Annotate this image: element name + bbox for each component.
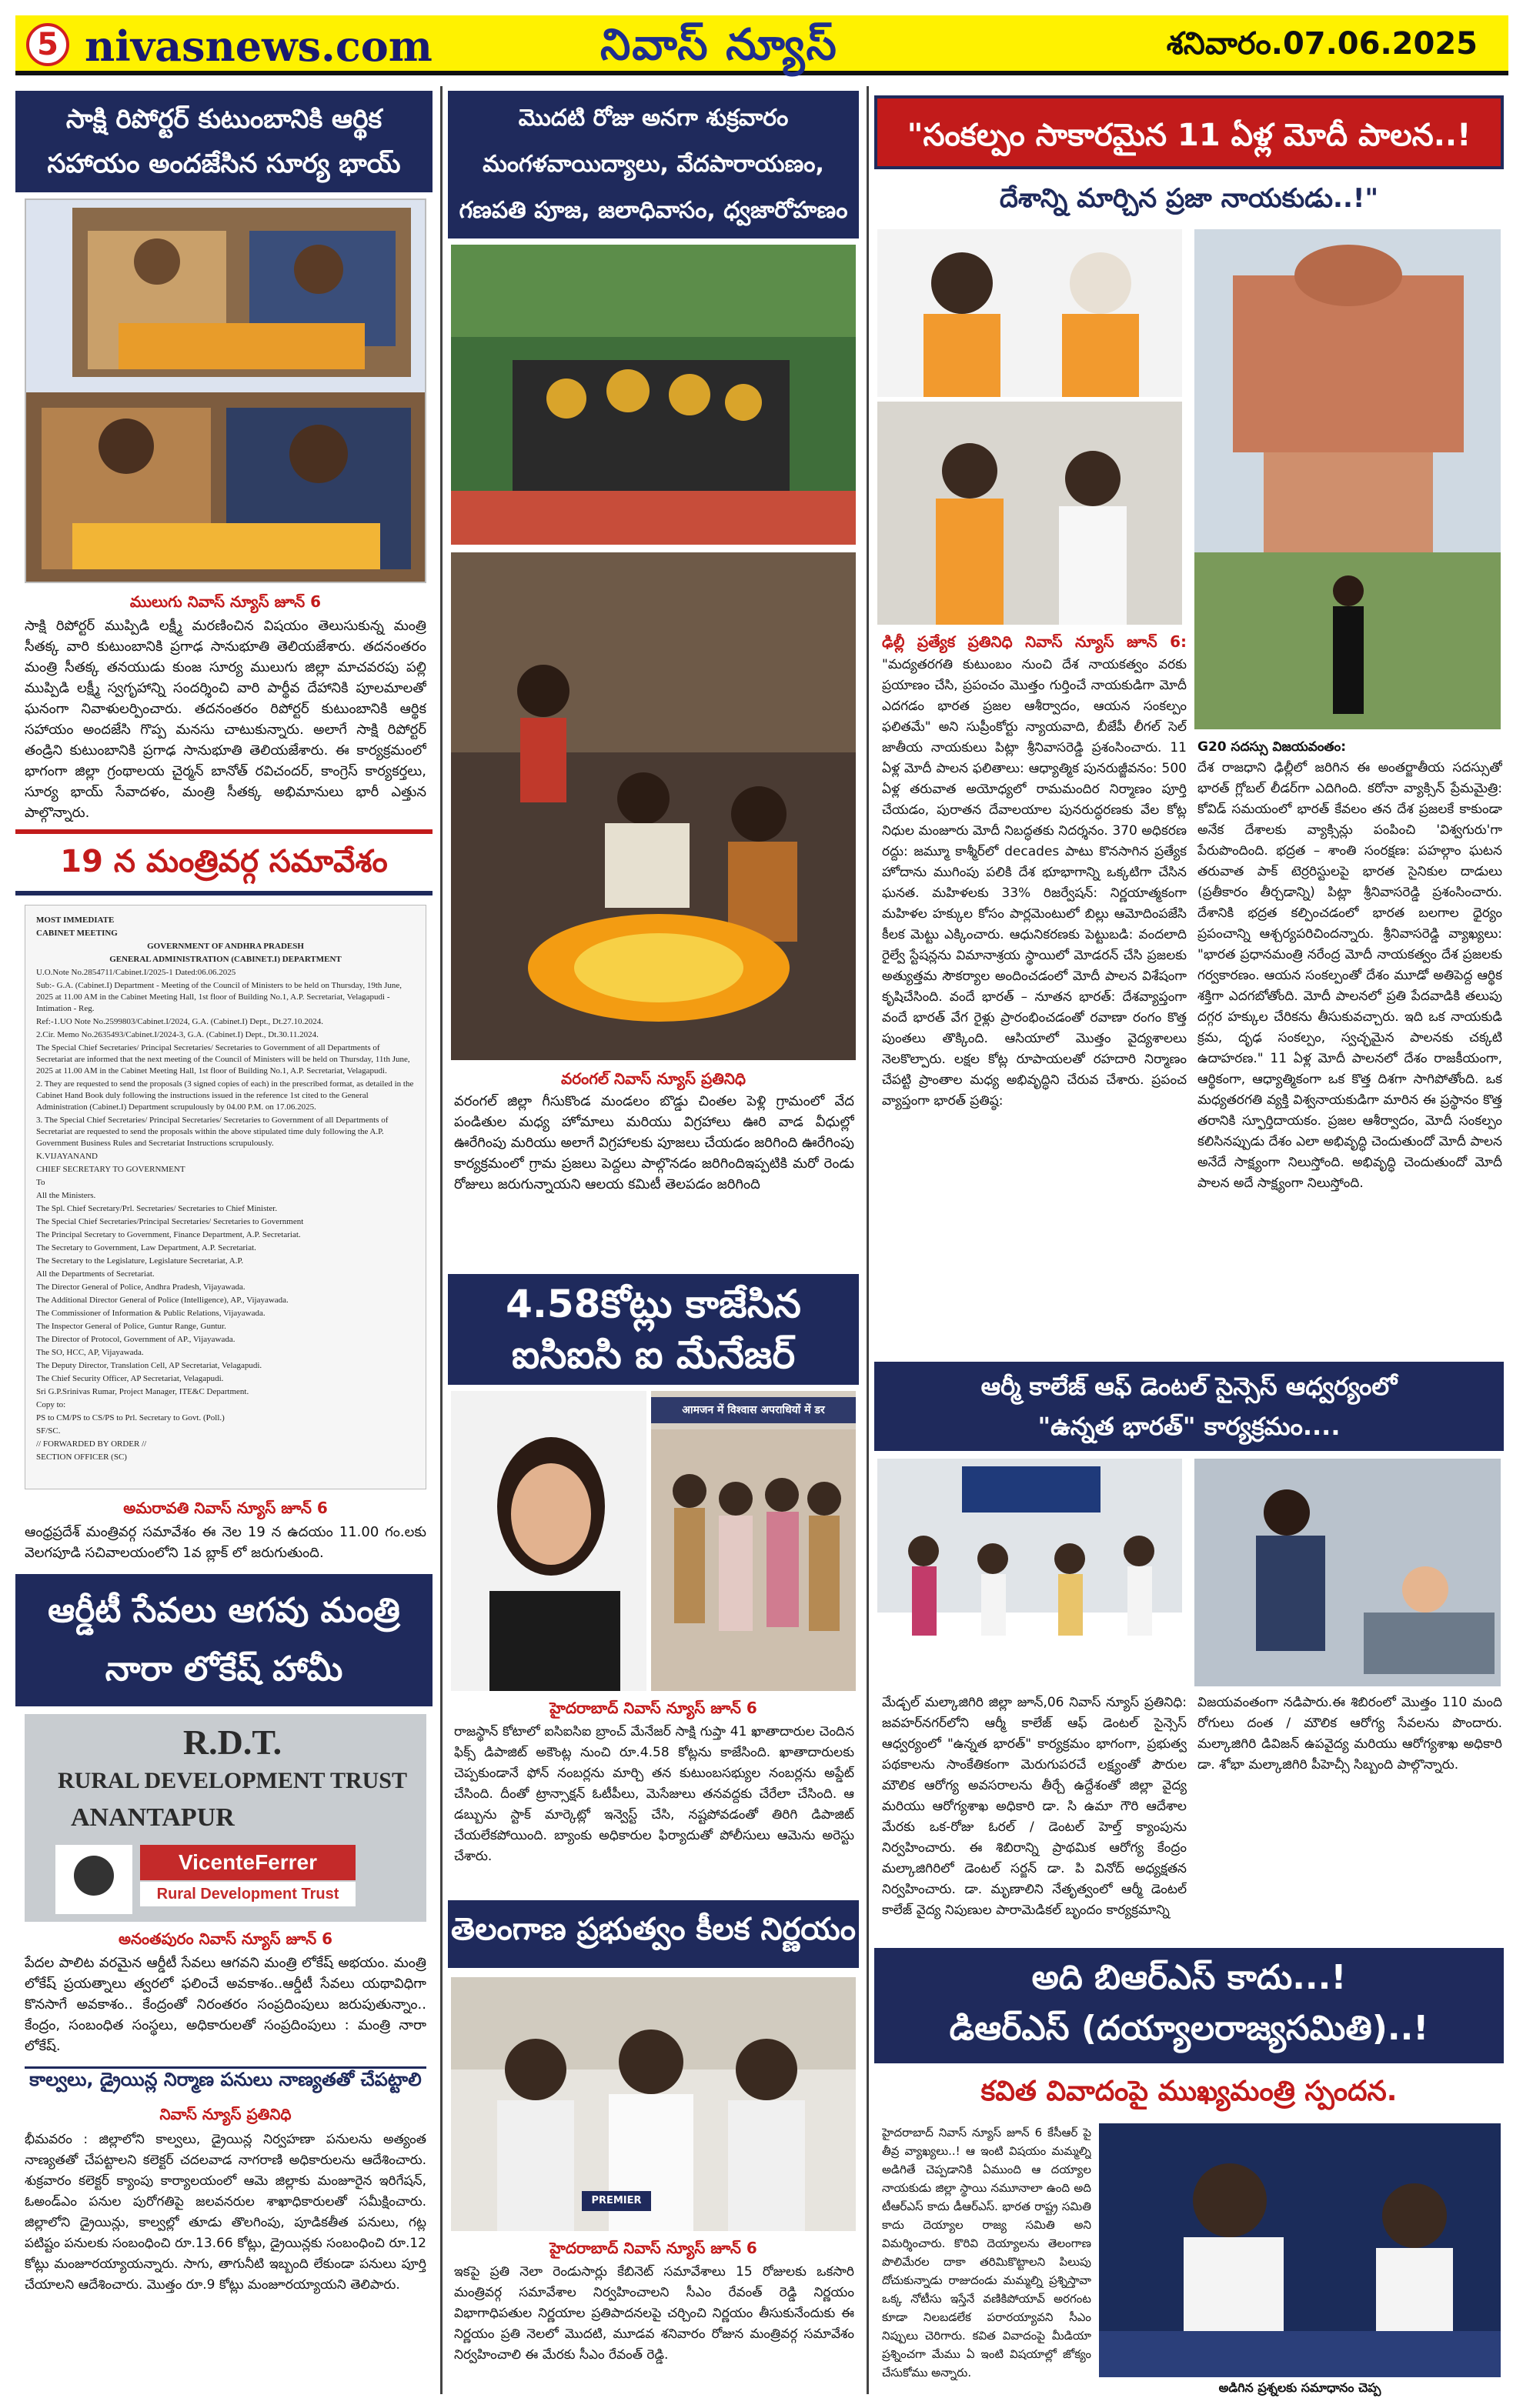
circular-line: CABINET MEETING [36,929,118,938]
circular-line: CHIEF SECRETARY TO GOVERNMENT [36,1165,185,1174]
headline-telangana-decision: తెలంగాణ ప్రభుత్వం కీలక నిర్ణయం [448,1900,859,1968]
photo-police-station [651,1391,856,1691]
article-text: "మద్యతరగతి కుటుంబం నుంచి దేశ నాయకత్వం వరకు ప్రయాణం చేసి, ప్రపంచం మొత్తం గుర్తించే నాయకుడిగా మోదీ ఎదగడం భారత ప్రజల ఆశీర్వాదం, ఆయన సంకల్పం ఫలితమే" అని సుప్రీంకోర్టు న్యాయవాది, బీజేపీ లీగల్ సెల్ జాతీయ నాయకులు పిట్లా శ్రీనివాసరెడ్డి ప్రశంసించారు. 11 ఏళ్ల మోదీ పాలన ఫలితాలు: ఆధ్యాత్మిక పునరుజ్జీవనం: 500 ఏళ్ల తరువాత అయోధ్యలో రామమందిర నిర్మాణం పూర్తి చేయడం, పురాతన దేవాలయాల పునరుద్ధరణకు వేల కోట్ల నిధుల మంజూరు మోదీ నిబద్ధతకు నిదర్శనం. 370 అధికరణ రద్దు: జమ్మూ కాశ్మీర్‌లో decades పాటు కొనసాగిన ప్రత్యేక హోదాను ముగింపు పలికి దేశ భూభాగాన్ని ఒక్కటిగా చేసిన ఘనత. మహిళలకు 33% రిజర్వేషన్: నిర్ణయాత్మకంగా మహిళల హక్కుల కోసం పార్లమెంటులో బిల్లు ఆమోదింపజేసి కీలక మెట్టు ఎక్కించారు. ఆధునికరణకు పెట్టుబడి: వందలాది రైల్వే స్టేషన్లను విమానాశ్రయ స్థాయిలో మోడరన్ చేసి ప్రజలకు అత్యుత్తమ సౌకర్యాల అందించడంలో మోదీ పాలన విశేషంగా కృషిచేసింది. వందే భారత్ – నూతన భారత్: దేశవ్యాప్తంగా వందే భారత్ వేగ రైళ్లు ప్రారంభించడంతో రవాణా రంగం కొత్త పుంతలు తొక్కింది. ఆసియాలో మొత్తం వైద్యశాలలు నెలకొల్పారు. లక్షల కోట్ల రూపాయలతో రహదారి నిర్మాణం చేపట్టి ప్రాంతాల మధ్య అభివృద్ధిని చేరువ చేశారు. ప్రపంచ వ్యాప్తంగా భారత్ ప్రతిష్ఠ: [882,657,1187,1109]
headline-line: డిఆర్ఎస్ (దయ్యాలరాజ్యసమితి)..! [949,2009,1429,2048]
circular-line: To [36,1178,45,1187]
article-body: ఇకపై ప్రతి నెలా రెండుసార్లు కేబినెట్ సమావేశాలు 15 రోజులకు ఒకసారి మంత్రివర్గ సమావేశాల నిర్వహించాలని సీఎం రేవంత్ రెడ్డి నిర్ణయం విభాగాధిపతుల నిర్ణయాల ప్రతిపాదనలపై చర్చించి నిర్ణయం తీసుకునేందుకు ఈ నిర్ణయం ప్రతి నెలలో మొదటి, మూడవ శనివారం రోజున మంత్రివర్గ సమావేశం నిర్వహించాలి ఈ మేరకు సీఎం రేవంత్ రెడ్డి. [454,2264,854,2363]
article-body: పేదల పాలిట వరమైన ఆర్డీటీ సేవలు ఆగవని మంత్రి లోకేష్ అభయం. మంత్రి లోకేష్ ప్రయత్నాలు త్వరలో ఫలించే అవకాశం..ఆర్డీటీ సేవలు యథావిధిగా కొనసాగే అవకాశం.. కేంద్రంతో నిరంతరం సంప్రదింపులు జరుపుతున్నాం.. కేంద్రం, సంబంధిత సంస్థలు, అధికారులతో సంప్రదింపులు : మంత్రి నారా లోకేష్. [25,1955,426,2054]
handshake-image [877,402,1182,625]
article-body-left [882,632,1187,1394]
headline-sakshi-reporter: సాక్షి రిపోర్టర్ కుటుంబానికి ఆర్థిక సహాయం అందజేసిన సూర్య భాయ్ [15,91,433,192]
headline-line: "ఉన్నత భారత్" కార్యక్రమం.... [1037,1412,1341,1441]
photo-handshake [877,402,1182,625]
circular-line: K.VIJAYANAND [36,1152,98,1161]
circular-line: The Principal Secretary to Government, Finance Department, A.P. Secretariat. [36,1230,301,1239]
g20-subhead: G20 సదస్సు విజయవంతం: [1197,739,1347,755]
circular-line: Ref:-1.UO Note No.2599803/Cabinet.I/2024, G.A. (Cabinet.I) Dept., Dt.27.10.2024. [36,1017,324,1026]
circular-line: The Director of Protocol, Government of AP., Vijayawada. [36,1335,235,1344]
article-body-right [1197,737,1502,1396]
kishan-modi-image [877,229,1182,397]
column-divider [440,86,443,2394]
photo-accused-portrait [451,1391,646,1691]
circular-line: The Special Chief Secretaries/ Principal Secretaries/ Secretaries to Government of all Departments of Secretariat are informed that the next meeting of the Council of Ministers will be held on Thursday, 11th June, 2025 at 11.00 AM in the Cabinet Meeting Hall, 1st floor of Building No.1, A.P. Secretariat, Velagapudi. [36,1043,410,1076]
photo-supreme-court [1194,229,1501,729]
headline-canals: కాల్వలు, డ్రైయిన్ల నిర్మాణ పనులు నాణ్యతతో చేపట్టాలి [25,2066,426,2100]
headline-army-dental [874,1362,1504,1451]
circular-line: The Deputy Director, Translation Cell, AP Secretariat, Velagapudi. [36,1361,262,1370]
headline-modi-11-years: "సంకల్పం సాకారమైన 11 ఏళ్ల మోదీ పాలన..! [874,95,1504,169]
photo-kishan-modi [877,229,1182,397]
photo-family-aid-image [26,200,426,583]
accused-portrait-image [451,1391,646,1691]
dateline: హైదరాబాద్ నివాస్ న్యూస్ జూన్ 6 [549,2239,757,2257]
column-divider [867,86,869,2394]
article-body: హైదరాబాద్ నివాస్ న్యూస్ జూన్ 6 కేసీఆర్ పై తీవ్ర వ్యాఖ్యలు..! ఆ ఇంటి విషయం మమ్మల్ని అడిగితే చెప్పడానికి ఏముంది ఆ దయ్యాల నాయకుడు జిల్లా స్థాయి నమూనాలా ఉంది అది టీఆర్ఎస్ కాదు డీఆర్ఎస్. భారత రాష్ట్ర సమితి కాదు దెయ్యాల రాజ్య సమితి అని విమర్శించారు. కొరివి దెయ్యాలను తెలంగాణ పొలిమేరల దాకా తరిమికొట్టాలని పిలుపు దోచుకున్నాడు రాజుదండు మమ్మల్ని ప్రశ్నిస్తావా ఒక్క నోటీసు ఇస్తేనే వణికిపోయావ్ అరగంట కూడా నిలబడలేక పరారయ్యావని సీఎం నిప్పులు చెరిగారు. కవిత వివాదంపై మీడియా ప్రశ్నించగా మేము ఏ ఇంటి విషయాల్లో జోక్యం చేసుకోము అన్నారు. [882,2126,1091,2380]
headline-line: ఆర్మీ కాలేజ్ ఆఫ్ డెంటల్ సైన్సెస్ ఆధ్వర్యంలో [980,1372,1398,1401]
headline-icici-manager: 4.58కోట్లు కాజేసిన ఐసిఐసి ఐ మేనేజర్ [448,1274,859,1385]
premier-plate: PREMIER [582,2191,651,2211]
circular-line: Copy to: [36,1400,66,1409]
brand-title: నివాస్ న్యూస్ [600,20,838,70]
article-body: సాక్షి రిపోర్టర్ ముప్పిడి లక్ష్మీ మరణించిన విషయం తెలుసుకున్న మంత్రి సీతక్క వారి కుటుంబానికి ప్రగాఢ సానుభూతి తెలియజేశారు. తదనంతరం మంత్రి సీతక్క తనయుడు కుంజ సూర్య ములుగు జిల్లా మాచవరపు పల్లి ముప్పిడి లక్ష్మీ స్వగృహాన్ని సందర్శించి వారి పార్థీవ దేహానికి పూలమాలతో ఘనంగా నివాళులర్పించారు. తదనంతరం రిపోర్టర్ కుటుంబానికి ఆర్థిక సహాయం అందజేసి గొప్ప మనసు చాటుకున్నారు. అలాగే సాక్షి రిపోర్టర్ తండ్రిని కుటుంబానికి ప్రగాఢ సానుభూతి తెలియజేశారు. ఈ కార్యక్రమంలో భాగంగా జిల్లా గ్రంథాలయ చైర్మన్ బానోత్ రవిచందర్, కాంగ్రెస్ కార్యకర్తలు, సూర్య భాయ్ సేవాదళం, మంత్రి సీతక్క అభిమానులు భారీ ఎత్తున పాల్గొన్నారు. [25,618,426,821]
photo-cm-speech [1099,2123,1501,2377]
subhead-kavitha: కవిత వివాదంపై ముఖ్యమంత్రి స్పందన. [980,2076,1398,2107]
dateline: అనంతపురం నివాస్ న్యూస్ జూన్ 6 [118,1929,333,1948]
article-body-right: విజయవంతంగా నడిపారు.ఈ శిబిరంలో మొత్తం 110 మంది రోగులు దంత / మౌలిక ఆరోగ్య సేవలను పొందారు. మల్కాజిగిరి డివిజన్ ఉపవైద్య మరియు ఆరోగ్యశాఖ అధికారి డా. శోభా మల్కాజిగిరి పీహెచ్సీ సిబ్బంది పాల్గొన్నారు. [1197,1695,1502,1773]
circular-line: SECTION OFFICER (SC) [36,1452,127,1462]
headline-line: మంగళవాయిద్యాలు, వేదపారాయణం, [483,151,824,178]
photo-rdt-building [25,1714,426,1922]
dateline: నివాస్ న్యూస్ ప్రతినిధి [159,2105,292,2123]
article-body: భీమవరం : జిల్లాలోని కాల్వలు, డ్రైయిన్ల నిర్వహణా పనులను అత్యంత నాణ్యతతో చేపట్టాలని కలెక్టర్ చదలవాడ నాగరాణి అధికారులను ఆదేశించారు. శుక్రవారం కలెక్టర్ క్యాంపు కార్యాలయంలో ఆమె జిల్లాకు మంజూరైన ఇరిగేషన్, ఓఅండ్ఎం పనుల పురోగతిపై జలవనరుల శాఖాధికారులతో సమీక్షించారు. జిల్లాలోని డ్రైయిన్లు, కాల్వల్లో తూడు తొలగింపు, పూడికతీత పనులు, గట్ల పటిష్టం పనులకు సంబంధించి రూ.13.66 కోట్లు, డ్రైయిన్లకు సంబంధించి రూ.12 కోట్లు మంజూరయ్యాయన్నారు. సాగు, తాగునీటి ఇబ్బంది లేకుండా పనులు పూర్తి చేయాలని ఆదేశించారు. మొత్తం రూ.9 కోట్లు మంజూరయ్యాయని తెలిపారు. [25,2132,426,2293]
circular-line: 3. The Special Chief Secretaries/ Principal Secretaries/ Secretaries to Government of all Departments of Secretariat are requested to send the proposals within the above stipulated time duly following the A.P. Government Business Rules and Secretariat Instructions scrupulously. [36,1116,389,1148]
cm-speech-image [1099,2123,1501,2377]
sign-line: RURAL DEVELOPMENT TRUST [58,1768,407,1793]
circular-line: 2.Cir. Memo No.2635493/Cabinet.I/2024-3, G.A. (Cabinet.I) Dept., Dt.30.11.2024. [36,1030,319,1039]
dateline: ఢిల్లీ ప్రత్యేక ప్రతినిధి నివాస్ న్యూస్ జూన్ 6: [882,632,1187,651]
circular-line: Sri G.P.Srinivas Rumar, Project Manager, ITE&C Department. [36,1387,249,1396]
circular-line: U.O.Note No.2854711/Cabinet.I/2025-1 Dated:06.06.2025 [36,968,236,977]
site-name[interactable]: nivasnews.com [85,22,433,71]
circular-line: The Secretary to the Legislature, Legislature Secretariat, A.P. [36,1256,244,1266]
dateline: అమరావతి నివాస్ న్యూస్ జూన్ 6 [123,1499,328,1517]
sign-line: ANANTAPUR [71,1803,235,1832]
circular-line: The Spl. Chief Secretary/Prl. Secretaries/ Secretaries to Chief Minister. [36,1204,278,1213]
circular-line: The Inspector General of Police, Guntur Range, Guntur. [36,1322,226,1331]
dental-camp-image [877,1459,1182,1686]
rdt-logo-icon [55,1845,132,1914]
photo-dental-camp [877,1459,1182,1686]
headline-line: గణపతి పూజ, జలాధివాసం, ధ్వజారోహణం [459,197,848,224]
headline-brs-drs [874,1948,1504,2063]
telangana-leaders-image [451,1977,856,2231]
circular-line: GOVERNMENT OF ANDHRA PRADESH [147,942,304,951]
photo-caption: అడిగిన ప్రశ్నలకు సమాధానం చెప్ప [1218,2380,1381,2395]
photo-family-aid [25,198,426,583]
page-number: 5 [26,23,69,66]
circular-line: All the Ministers. [36,1191,96,1200]
circular-line: MOST IMMEDIATE [36,916,115,925]
circular-line: The SO, HCC, AP, Vijayawada. [36,1348,144,1357]
headline-cabinet-meeting: 19 న మంత్రివర్గ సమావేశం [15,829,433,895]
gov-circular-document [25,905,426,1489]
subhead-modi: దేశాన్ని మార్చిన ప్రజా నాయకుడు..!" [999,183,1379,214]
circular-line: The Secretary to Government, Law Department, A.P. Secretariat. [36,1243,256,1252]
circular-line: The Special Chief Secretaries/Principal Secretaries/ Secretaries to Government [36,1217,304,1226]
headline-rdt: ఆర్డీటీ సేవలు ఆగవు మంత్రి నారా లోకేష్ హామీ [15,1574,433,1706]
police-group-image [651,1429,856,1691]
photo-temple-idols [451,245,856,545]
dateline: హైదరాబాద్ నివాస్ న్యూస్ జూన్ 6 [549,1699,757,1717]
circular-line: All the Departments of Secretariat. [36,1269,155,1279]
sign-line: R.D.T. [182,1723,282,1762]
article-text: దేశ రాజధాని ఢిల్లీలో జరిగిన ఈ అంతర్జాతీయ సదస్సుతో భారత్ గ్లోబల్ లీడర్‌గా ఎదిగింది. కరోనా వ్యాక్సిన్ ప్రేమమైత్రి: కోవిడ్ సమయంలో భారత్ కేవలం తన దేశ ప్రజలకే కాకుండా అనేక దేశాలకు వ్యాక్సిన్లు పంపించి 'విశ్వగురు'గా పేరుపొందింది. భద్రత – శాంతి సంరక్షణ: పహల్గాం ఘటన తరువాత పాక్ టెర్రరిస్టులపై భారత సైనికుల దాడులు (ప్రతీకారం తీర్చడాన్ని) పిట్లా శ్రీనివాసరెడ్డి ప్రశంసించారు. దేశానికి భద్రత కల్పించడంలో భారత బలగాల ధైర్యం ప్రపంచాన్ని ఆశ్చర్యపరిచిందన్నారు. శ్రీనివాసరెడ్డి వ్యాఖ్యలు: "భారత ప్రధానమంత్రి నరేంద్ర మోదీ నాయకత్వం దేశ ప్రజలకు గర్వకారణం. ఆయన సంకల్పంతో దేశం మూడో అతిపెద్ద ఆర్థిక శక్తిగా ఎదగబోతోంది. మోదీ పాలనలో ప్రతి పేదవాడికి తలుపు దగ్గర హక్కుల చేరికను తీసుకువచ్చారు. ఇది ఒక నాయకుడి క్రమ, దృఢ సంకల్పం, స్వచ్ఛమైన పాలనకు చక్కటి ఉదాహరణ." 11 ఏళ్ల మోదీ పాలనలో దేశం రాజకీయంగా, ఆర్థికంగా, ఆధ్యాత్మికంగా ఒక కొత్త దిశగా సాగిపోతోంది. ఒక మధ్యతరగతి వ్యక్తి విశ్వనాయకుడిగా మారిన ఈ ప్రస్థానం కొత్త తరానికి స్ఫూర్తిదాయకం. ప్రజల ఆశీర్వాదం, మోదీ సంకల్పం కలిసినప్పుడు దేశం ఎలా అభివృద్ధి చెందుతుందో మోదీ పాలన అనేదే సాక్ష్యంగా నిలుస్తోంది. అభివృద్ధి చెందుతుందో మోదీ పాలన అదే సాక్ష్యంగా నిలుస్తోంది. [1197,760,1502,1191]
circular-lines [36,915,415,1463]
circular-line: PS to CM/PS to CS/PS to Prl. Secretary to Govt. (Poll.) [36,1413,225,1422]
dental-treatment-image [1194,1459,1501,1686]
headline-line: మొదటి రోజు అనగా శుక్రవారం [518,105,789,132]
circular-line: // FORWARDED BY ORDER // [36,1439,147,1449]
circular-line: The Chief Security Officer, AP Secretariat, Velagapudi. [36,1374,224,1383]
dateline: ములుగు నివాస్ న్యూస్ జూన్ 6 [129,592,322,611]
supreme-court-image [1194,229,1501,729]
dateline: వరంగల్ నివాస్ న్యూస్ ప్రతినిధి [561,1069,746,1088]
temple-idols-image [451,245,856,545]
article-body-left: మేడ్చల్ మల్కాజిగిరి జిల్లా జూన్,06 నివాస్ న్యూస్ ప్రతినిధి: జవహర్‌నగర్‌లోని ఆర్మీ కాలేజ్ ఆఫ్ డెంటల్ సైన్సెస్ ఆధ్వర్యంలో "ఉన్నత భారత్" కార్యక్రమం భాగంగా, ప్రభుత్వ పథకాలను సాంకేతికంగా మెరుగుపరచే లక్ష్యంతో పౌరుల మౌలిక ఆరోగ్య అవసరాలను తీర్చే ఉద్దేశంతో జిల్లా వైద్య మరియు ఆరోగ్యశాఖ అధికారి డా. సి ఉమా గౌరి ఆదేశాల మేరకు ఒక-రోజు ఓరల్ / డెంటల్ హెల్త్ క్యాంపును నిర్వహించారు. ఈ శిబిరాన్ని ప్రాథమిక ఆరోగ్య కేంద్రం మల్కాజిగిరిలో డెంటల్ సర్జన్ డా. పి వినోద్ అధ్యక్షతన నిర్వహించారు. డా. మృణాలిని నేతృత్వంలో ఆర్మీ డెంటల్ కాలేజ్ వైద్య నిపుణుల పారామెడికల్ బృందం కార్యక్రమాన్ని [882,1695,1187,1918]
headline-line: అది బిఆర్ఎస్ కాదు...! [1031,1958,1347,1997]
vicente-ferrer-badge: VicenteFerrer [140,1845,356,1880]
circular-line: Sub:- G.A. (Cabinet.I) Department - Meeting of the Council of Ministers to be held on Thursday, 19th June, 2025 at 11.00 AM in the Cabinet Meeting Hall, 1st floor of Building No.1, A.P. Secretariat, Velagapudi - Intimation - Reg. [36,981,402,1013]
article-body: రాజస్థాన్ కోటాలో ఐసిఐసిఐ బ్రాంచ్ మేనేజర్ సాక్షి గుప్తా 41 ఖాతాదారుల చెందిన ఫిక్స్ డిపాజిట్ అకౌంట్ల నుంచి రూ.4.58 కోట్లను కాజేసింది. ఖాతాదారులకు చెప్పకుండానే ఫోన్ నంబర్లను మార్చి తన కుటుంబసభ్యుల నంబర్లను అప్డేట్ చేసింది. దీంతో ట్రాన్సాక్షన్ ఓటీపీలు, మెసేజులు తనవద్దకు చేరేలా చేసింది. ఆ డబ్బును స్టాక్ మార్కెట్లో ఇన్వెస్ట్ చేసి, నష్టపోవడంతో తిరిగి డిపాజిట్ చేయలేకపోయింది. బ్యాంకు అధికారుల ఫిర్యాదుతో పోలీసులు ఆమెను అరెస్టు చేశారు. [454,1724,854,1864]
circular-line: GENERAL ADMINISTRATION (CABINET.I) DEPARTMENT [109,955,342,964]
circular-line: The Commissioner of Information & Public Relations, Vijayawada. [36,1309,266,1318]
photo-dental-treatment [1194,1459,1501,1686]
headline-temple-day1 [448,91,859,238]
article-body: ఆంధ్రప్రదేశ్ మంత్రివర్గ సమావేశం ఈ నెల 19 న ఉదయం 11.00 గం.లకు వెలగపూడి సచివాలయంలోని 1వ బ్లాక్ లో జరుగుతుంది. [25,1524,426,1561]
photo-telangana-leaders [451,1977,856,2231]
issue-date: శనివారం.07.06.2025 [1166,26,1478,62]
police-banner: आमजन में विश्वास अपराधियों में डर [651,1397,856,1423]
rdt-subtitle: Rural Development Trust [140,1882,356,1906]
circular-line: SF/SC. [36,1426,61,1436]
homam-ritual-image [451,552,856,1060]
article-body: వరంగల్ జిల్లా గీసుకొండ మండలం బొడ్డు చింతల పెళ్లి గ్రామంలో వేద పండితుల మధ్య హోమాలు మరియు విగ్రహాలు ఊరి వాడ వీధుల్లో ఊరేగింపు మరియు అలాగే విగ్రహాలకు పూజలు చేయడం జరిగింది ఊరేగింపు కార్యక్రమంలో గ్రామ ప్రజలు పెద్దలు పాల్గొనడం జరిగిందిఇప్పటికి మరో రెండు రోజులు జరుగున్నాయని ఆలయ కమిటీ తెలపడం జరిగింది [454,1093,854,1192]
masthead [15,15,1508,75]
circular-line: The Director General of Police, Andhra Pradesh, Vijayawada. [36,1282,245,1292]
circular-line: The Additional Director General of Police (Intelligence), AP., Vijayawada. [36,1296,289,1305]
photo-homam-ritual [451,552,856,1060]
circular-line: 2. They are requested to send the proposals (3 signed copies of each) in the prescribed format, as detailed in the Cabinet Hand Book duly following the instructions issued in the reference 1st cited to the General Administration (Cabinet.I) Department scrupulously by 04.00 P.M. on 17.06.2025. [36,1079,414,1112]
